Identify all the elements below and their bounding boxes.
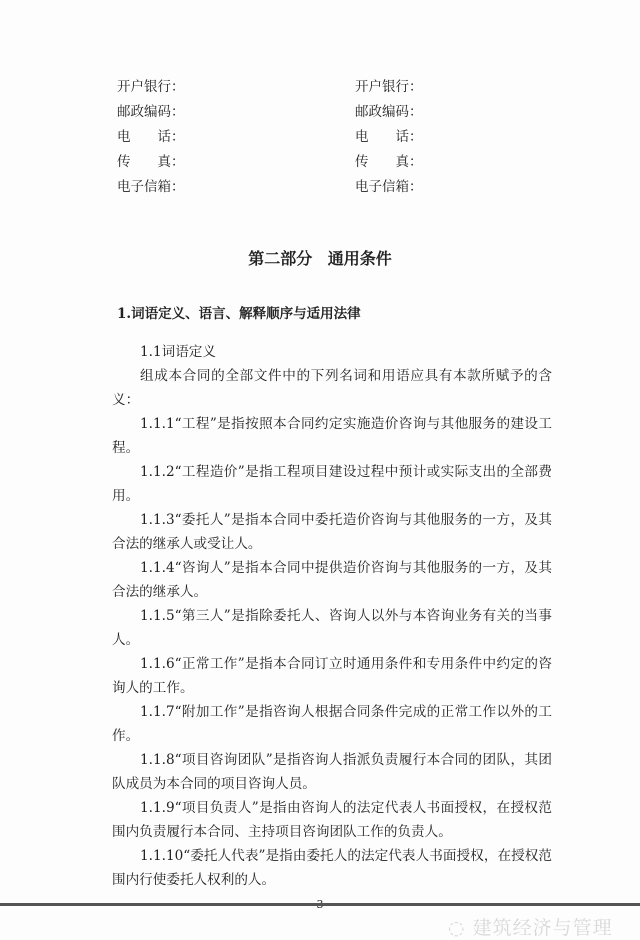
bank-label: 开户银行：: [355, 79, 423, 95]
document-body: [112, 340, 552, 892]
postcode-label: 邮政编码：: [117, 104, 185, 120]
bank-label: 开户银行：: [117, 79, 185, 95]
paragraph: 1.1.2“工程造价”是指工程项目建设过程中预计或实际支出的全部费用。: [112, 464, 552, 504]
phone-label: 电 话：: [355, 129, 423, 145]
contact-info-right: [355, 75, 423, 200]
paragraph: 1.1.1“工程”是指按照本合同约定实施造价咨询与其他服务的建设工程。: [112, 416, 552, 456]
email-label: 电子信箱：: [117, 179, 185, 195]
section-title: 1.词语定义、语言、解释顺序与适用法律: [117, 306, 361, 322]
watermark-text: 建筑经济与管理: [472, 917, 613, 939]
paragraph: 1.1.4“咨询人”是指本合同中提供造价咨询与其他服务的一方，及其合法的继承人。: [112, 560, 552, 600]
paragraph: 组成本合同的全部文件中的下列名词和用语应具有本款所赋予的含义：: [112, 368, 552, 408]
paragraph: 1.1.8“项目咨询团队”是指咨询人指派负责履行本合同的团队，其团队成员为本合同的项目咨询人员。: [112, 752, 552, 792]
fax-label: 传 真：: [355, 154, 423, 170]
contact-info-left: [117, 75, 185, 200]
phone-label: 电 话：: [117, 129, 185, 145]
postcode-label: 邮政编码：: [355, 104, 423, 120]
paragraph: 1.1.5“第三人”是指除委托人、咨询人以外与本咨询业务有关的当事人。: [112, 608, 552, 648]
fax-label: 传 真：: [117, 154, 185, 170]
paragraph: 1.1词语定义: [140, 344, 216, 360]
paragraph: 1.1.3“委托人”是指本合同中委托造价咨询与其他服务的一方，及其合法的继承人或受让人。: [112, 512, 552, 552]
email-label: 电子信箱：: [355, 179, 423, 195]
paragraph: 1.1.10“委托人代表”是指由委托人的法定代表人书面授权，在授权范围内行使委托人权利的人。: [112, 848, 552, 888]
part-title: 第二部分 通用条件: [248, 249, 392, 268]
paragraph: 1.1.9“项目负责人”是指由咨询人的法定代表人书面授权，在授权范围内负责履行本合同、主持项目咨询团队工作的负责人。: [112, 800, 552, 840]
paragraph: 1.1.7“附加工作”是指咨询人根据合同条件完成的正常工作以外的工作。: [112, 704, 552, 744]
watermark: [448, 916, 613, 940]
paragraph: 1.1.6“正常工作”是指本合同订立时通用条件和专用条件中约定的咨询人的工作。: [112, 656, 552, 696]
wechat-icon: ◌: [448, 917, 473, 939]
